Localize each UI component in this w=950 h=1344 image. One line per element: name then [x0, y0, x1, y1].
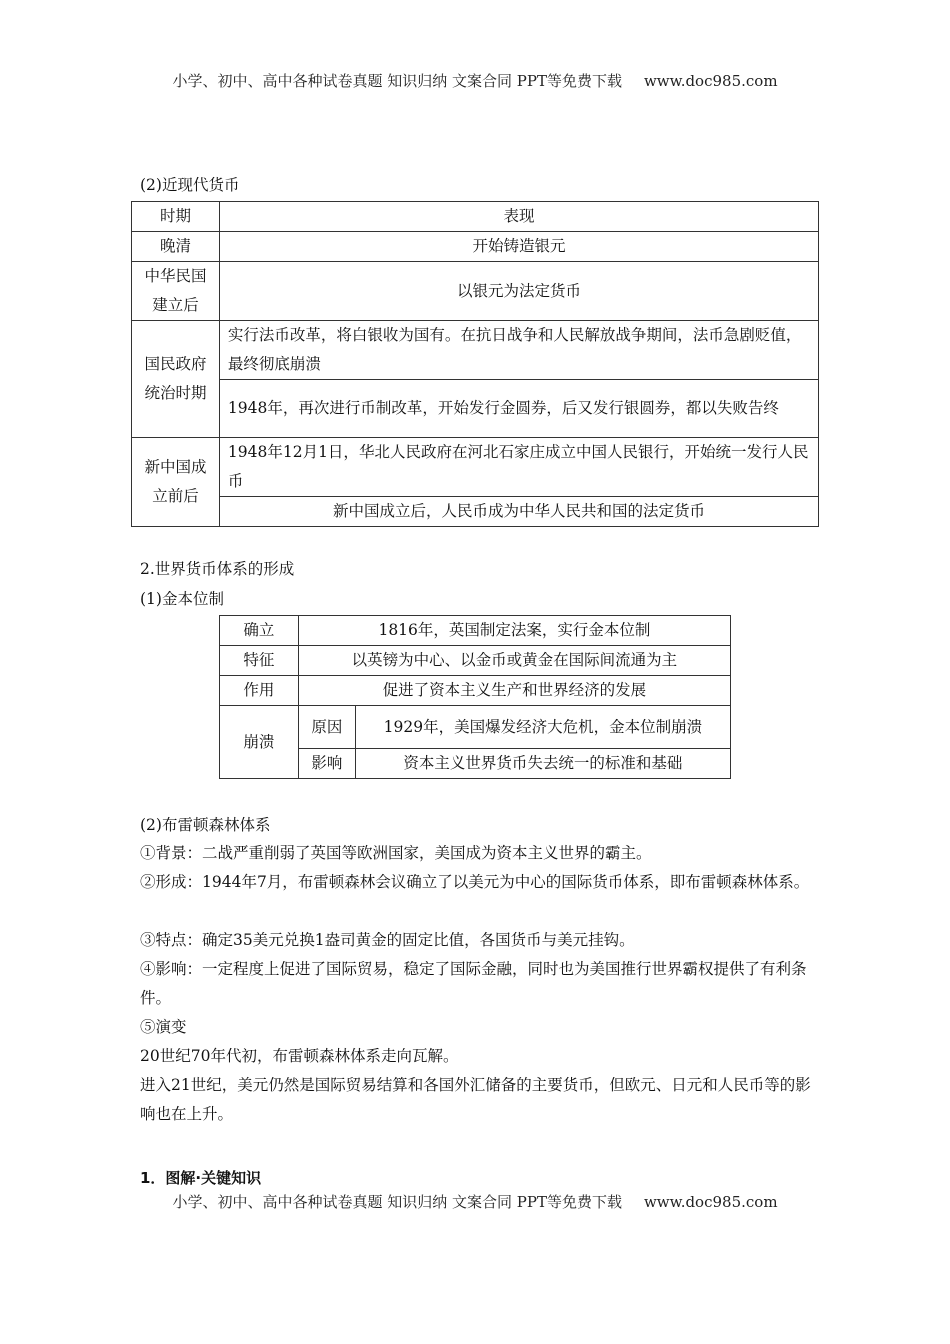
- row-label: 特征: [220, 646, 299, 676]
- content-cell: 以银元为法定货币: [219, 262, 818, 321]
- content-cell: 1948年，再次进行币制改革，开始发行金圆券，后又发行银圆券，都以失败告终: [219, 380, 818, 438]
- period-cell: 国民政府统治时期: [132, 321, 220, 438]
- bretton-feature: ③特点：确定35美元兑换1盎司黄金的固定比值，各国货币与美元挂钩。: [140, 931, 635, 949]
- row-label: 作用: [220, 676, 299, 706]
- row-label: 崩溃: [220, 706, 299, 779]
- bretton-evolution-2: 进入21世纪，美元仍然是国际贸易结算和各国外汇储备的主要货币，但欧元、日元和人民币等的影响也在上升。: [140, 1076, 811, 1123]
- content-cell: 1948年12月1日，华北人民政府在河北石家庄成立中国人民银行，开始统一发行人民币: [219, 438, 818, 497]
- bretton-formation: ②形成：1944年7月，布雷顿森林会议确立了以美元为中心的国际货币体系，即布雷顿森林体系。: [140, 873, 810, 891]
- content-cell: 新中国成立后，人民币成为中华人民共和国的法定货币: [219, 497, 818, 527]
- gold-standard-title: (1)金本位制: [140, 590, 224, 608]
- page-header: [0, 70, 950, 91]
- sub-label: 影响: [298, 749, 355, 779]
- row-value: 以英镑为中心、以金币或黄金在国际间流通为主: [298, 646, 730, 676]
- footer-site: www.doc985.com: [643, 1193, 778, 1211]
- header-site: www.doc985.com: [643, 72, 778, 90]
- gold-standard-table: [219, 615, 731, 779]
- row-value: 资本主义世界货币失去统一的标准和基础: [355, 749, 730, 779]
- row-value: 1816年，英国制定法案，实行金本位制: [298, 616, 730, 646]
- table-head-period: 时期: [132, 202, 220, 232]
- row-label: 确立: [220, 616, 299, 646]
- bretton-background: ①背景：二战严重削弱了英国等欧洲国家，美国成为资本主义世界的霸主。: [140, 844, 652, 862]
- row-value: 1929年，美国爆发经济大危机，金本位制崩溃: [355, 706, 730, 749]
- bretton-woods-title: (2)布雷顿森林体系: [140, 816, 271, 834]
- page-footer: [0, 1191, 950, 1212]
- period-cell: 晚清: [132, 232, 220, 262]
- bretton-evolution-1: 20世纪70年代初，布雷顿森林体系走向瓦解。: [140, 1047, 459, 1065]
- period-cell: 中华民国建立后: [132, 262, 220, 321]
- content-cell: 实行法币改革，将白银收为国有。在抗日战争和人民解放战争期间，法币急剧贬值，最终彻底崩溃: [219, 321, 818, 380]
- table-head-content: 表现: [219, 202, 818, 232]
- sub-label: 原因: [298, 706, 355, 749]
- bretton-evolution: ⑤演变: [140, 1018, 187, 1036]
- content-cell: 开始铸造银元: [219, 232, 818, 262]
- key-knowledge-title: 1．图解·关键知识: [140, 1169, 262, 1187]
- modern-currency-table: [131, 201, 819, 527]
- header-text: 小学、初中、高中各种试卷真题 知识归纳 文案合同 PPT等免费下载: [172, 72, 622, 90]
- row-value: 促进了资本主义生产和世界经济的发展: [298, 676, 730, 706]
- section-modern-currency-title: (2)近现代货币: [140, 176, 240, 194]
- bretton-impact: ④影响：一定程度上促进了国际贸易，稳定了国际金融，同时也为美国推行世界霸权提供了有利条件。: [140, 960, 807, 1007]
- section-world-currency-title: 2.世界货币体系的形成: [140, 560, 295, 578]
- footer-text: 小学、初中、高中各种试卷真题 知识归纳 文案合同 PPT等免费下载: [172, 1193, 622, 1211]
- period-cell: 新中国成立前后: [132, 438, 220, 527]
